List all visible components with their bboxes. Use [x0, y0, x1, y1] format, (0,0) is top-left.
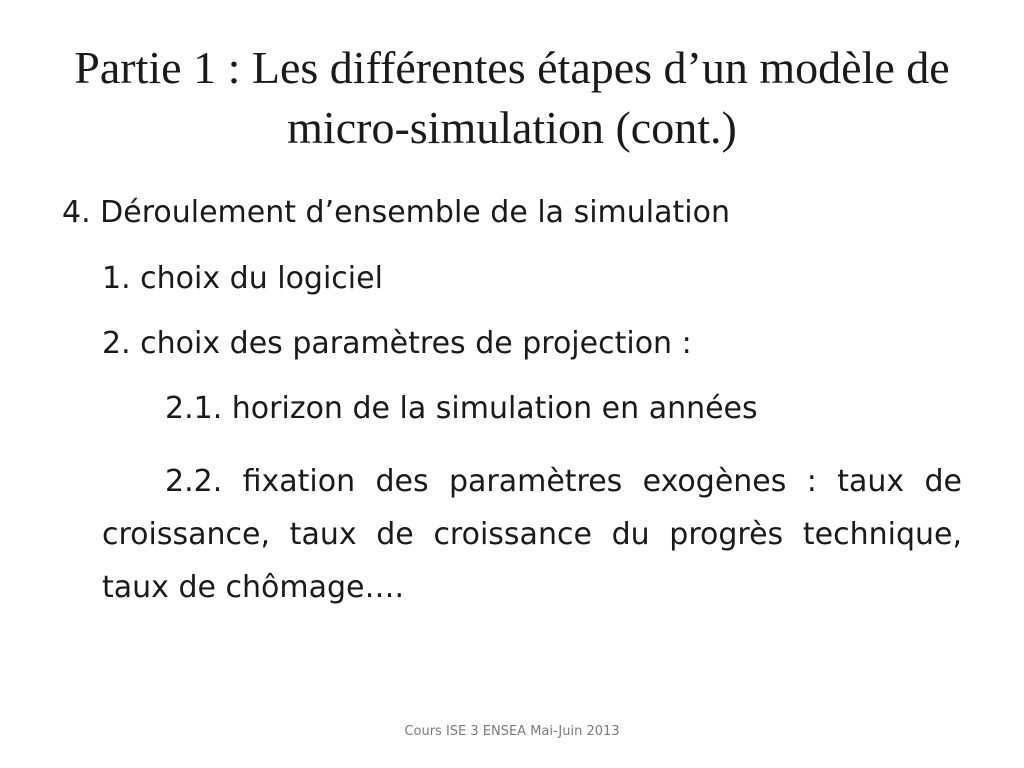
- subitem-horizon: 2.1. horizon de la simulation en années: [165, 391, 758, 426]
- list-item-parameters: 2. choix des paramètres de projection :: [102, 326, 692, 361]
- slide-title: Partie 1 : Les différentes étapes d’un modèle de micro-simulation (cont.): [74, 42, 950, 153]
- list-item-software: 1. choix du logiciel: [102, 261, 383, 296]
- slide-footer: Cours ISE 3 ENSEA Mai-Juin 2013: [404, 724, 620, 739]
- subitem-exogenous-parameters: 2.2. fixation des paramètres exogènes : taux de croissance, taux de croissance du progrès technique, taux de chômage….: [102, 464, 962, 605]
- section-heading: 4. Déroulement d’ensemble de la simulation: [62, 195, 730, 230]
